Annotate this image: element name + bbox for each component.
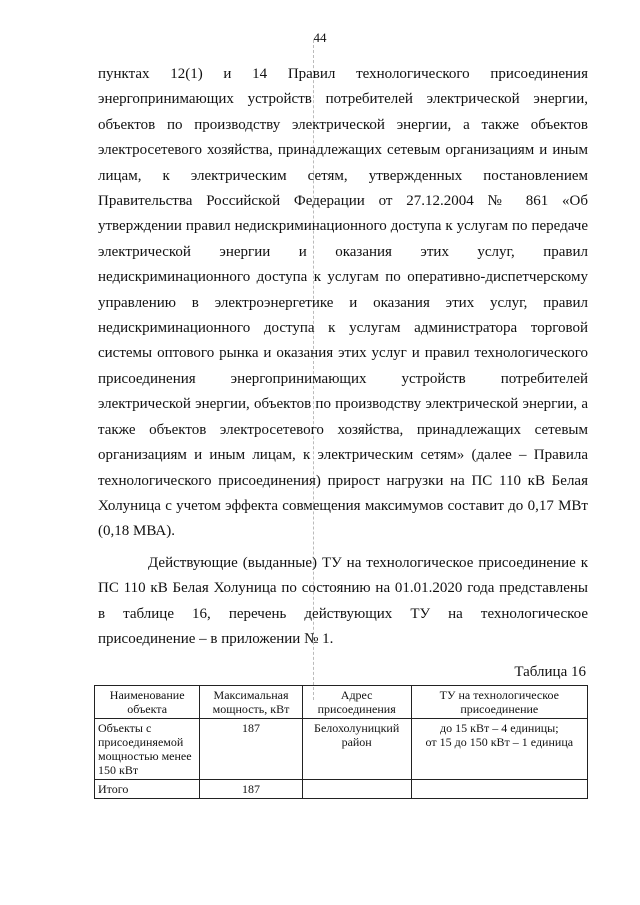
table-caption: Таблица 16 [514, 664, 586, 680]
cell-total-power: 187 [200, 780, 302, 799]
cell-tu [411, 719, 587, 780]
cell-max-power: 187 [200, 719, 302, 780]
cell-object-name: Объекты с присоединяемой мощностью менее 150 кВт [95, 719, 200, 780]
page-number: 44 [313, 30, 327, 45]
cell-total-address [302, 780, 411, 799]
header-object-name: Наименование объекта [95, 686, 200, 719]
body-text [98, 62, 588, 652]
header-tu: ТУ на технологическое присоединение [411, 686, 587, 719]
cell-tu-line: от 15 до 150 кВт – 1 единица [425, 735, 574, 749]
header-max-power: Максимальная мощность, кВт [200, 686, 302, 719]
table-header-row [95, 686, 588, 719]
table-row [95, 719, 588, 780]
cell-tu-line: до 15 кВт – 4 единицы; [440, 721, 559, 735]
paragraph-regulation-reference: пунктах 12(1) и 14 Правил технологического присоединения энергопринимающих устройств потребителей электрической энергии, объектов по производству электрической энергии, а также объектов электросетевого хозяйства, принадлежащих сетевым организациям и иным лицам, к электрическим сетям, утвержденных постановлением Правительства Российской Федерации от 27.12.2004 № 861 «Об утверждении правил недискриминационного доступа к услугам по передаче электрической энергии и оказания этих услуг, правил недискриминационного доступа к услугам по оперативно-диспетчерскому управлению в электроэнергетике и оказания этих услуг, правил недискриминационного доступа к услугам администратора торговой системы оптового рынка и оказания этих услуг и правил технологического присоединения энергопринимающих устройств потребителей электрической энергии, объектов по производству электрической энергии, а также объектов электросетевого хозяйства, принадлежащих сетевым организациям и иным лицам, к электрическим сетям» (далее – Правила технологического присоединения) прирост нагрузки на ПС 110 кВ Белая Холуница с учетом эффекта совмещения максимумов составит до 0,17 МВт (0,18 МВА). [98, 66, 588, 540]
cell-total-tu [411, 780, 587, 799]
cell-address: Белохолуницкий район [302, 719, 411, 780]
tu-table [94, 685, 588, 799]
paragraph-active-tu: Действующие (выданные) ТУ на технологическое присоединение к ПС 110 кВ Белая Холуница по состоянию на 01.01.2020 года представлены в таблице 16, перечень действующих ТУ на технологическое присоединение – в приложении № 1. [98, 554, 588, 647]
cell-total-label: Итого [95, 780, 200, 799]
header-address: Адрес присоединения [302, 686, 411, 719]
table-row-total [95, 780, 588, 799]
